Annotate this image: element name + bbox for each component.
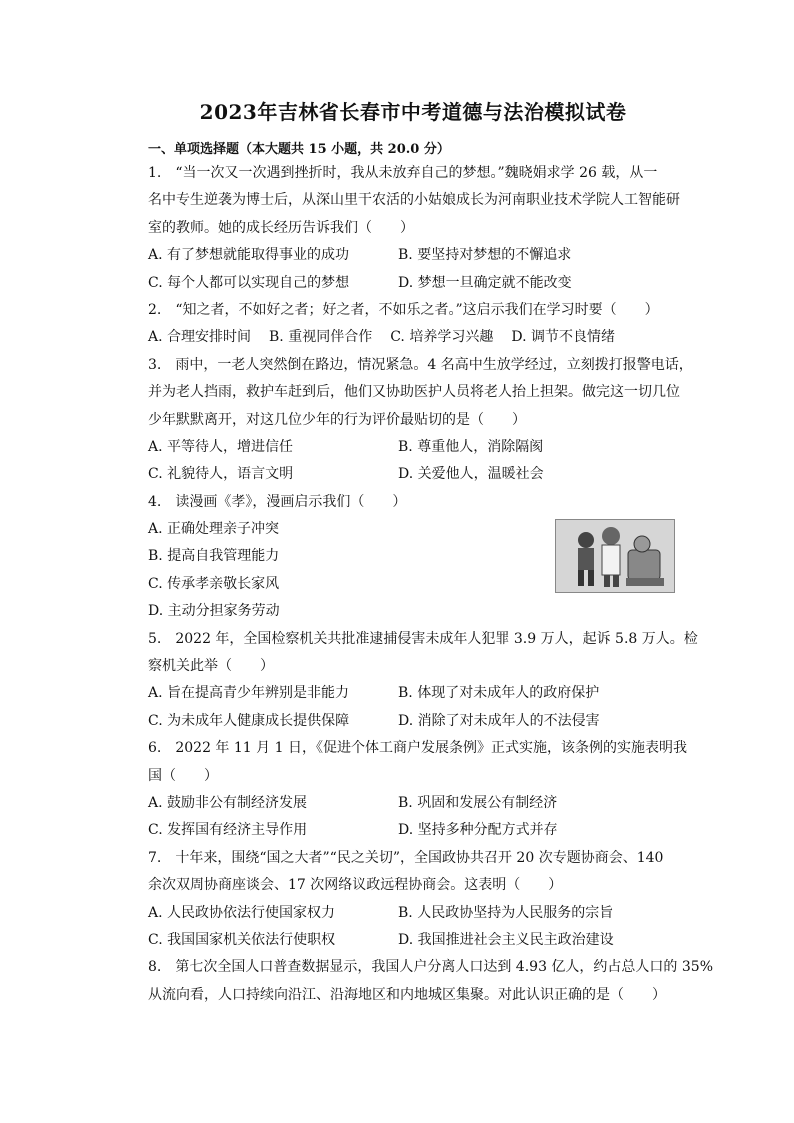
option-group bbox=[148, 242, 678, 297]
answer-option-D[interactable]: D. 调节不良情绪 bbox=[511, 329, 615, 346]
answer-option-A[interactable]: A. 鼓励非公有制经济发展 bbox=[148, 794, 308, 811]
answer-option-C[interactable]: C. 每个人都可以实现自己的梦想 bbox=[148, 274, 350, 291]
question-stem-line: 余次双周协商座谈会、17 次网络议政远程协商会。这表明（ ） bbox=[148, 877, 563, 894]
answer-option-D[interactable]: D. 消除了对未成年人的不法侵害 bbox=[398, 712, 600, 729]
answer-option-A[interactable]: A. 旨在提高青少年辨别是非能力 bbox=[148, 685, 350, 702]
answer-option-A[interactable]: A. 人民政协依法行使国家权力 bbox=[148, 904, 336, 921]
question-3 bbox=[148, 352, 693, 489]
answer-option-C[interactable]: C. 传承孝亲敬长家风 bbox=[148, 575, 280, 592]
answer-option-B[interactable]: B. 要坚持对梦想的不懈追求 bbox=[398, 247, 572, 264]
question-stem-line: 室的教师。她的成长经历告诉我们（ ） bbox=[148, 219, 414, 236]
question-2 bbox=[148, 297, 678, 352]
question-stem-line: 察机关此举（ ） bbox=[148, 658, 274, 675]
answer-option-A[interactable]: A. 正确处理亲子冲突 bbox=[148, 521, 280, 538]
answer-option-C[interactable]: C. 我国国家机关依法行使职权 bbox=[148, 931, 336, 948]
answer-option-B[interactable]: B. 巩固和发展公有制经济 bbox=[398, 794, 558, 811]
answer-option-C[interactable]: C. 培养学习兴趣 bbox=[390, 329, 494, 346]
question-stem-line: 6. 2022 年 11 月 1 日，《促进个体工商户发展条例》正式实施，该条例的实施表明我 bbox=[148, 740, 687, 757]
page-title: 2023年吉林省长春市中考道德与法治模拟试卷 bbox=[199, 100, 627, 124]
cartoon-image bbox=[555, 519, 675, 593]
question-stem-line: 国（ ） bbox=[148, 767, 218, 784]
answer-option-A[interactable]: A. 平等待人，增进信任 bbox=[148, 438, 294, 455]
option-group bbox=[148, 790, 678, 845]
question-stem-line: 名中专生逆袭为博士后，从深山里干农活的小姑娘成长为河南职业技术学院人工智能研 bbox=[148, 192, 680, 209]
answer-option-D[interactable]: D. 梦想一旦确定就不能改变 bbox=[398, 274, 572, 291]
question-5 bbox=[148, 626, 698, 736]
question-stem-line: 1. “当一次又一次遇到挫折时，我从未放弃自己的梦想。”魏晓娟求学 26 载，从一 bbox=[148, 165, 658, 181]
option-group bbox=[148, 680, 678, 735]
question-stem-line: 并为老人挡雨，救护车赶到后，他们又协助医护人员将老人抬上担架。做完这一切几位 bbox=[148, 384, 680, 401]
question-list bbox=[148, 160, 713, 1009]
question-stem-line: 从流向看，人口持续向沿江、沿海地区和内地城区集聚。对此认识正确的是（ ） bbox=[148, 986, 666, 1003]
question-stem-line: 8. 第七次全国人口普查数据显示，我国人户分离人口达到 4.93 亿人，约占总人口的 35% bbox=[148, 959, 713, 976]
option-group bbox=[148, 434, 678, 489]
section-heading: 一、单项选择题（本大题共 15 小题，共 20.0 分） bbox=[148, 142, 450, 157]
question-8 bbox=[148, 954, 713, 1009]
option-group bbox=[148, 324, 678, 351]
answer-option-B[interactable]: B. 尊重他人，消除隔阂 bbox=[398, 438, 544, 455]
question-4 bbox=[148, 489, 678, 626]
question-stem-line: 5. 2022 年，全国检察机关共批准逮捕侵害未成年人犯罪 3.9 万人，起诉 5.8 万人。检 bbox=[148, 630, 698, 647]
answer-option-C[interactable]: C. 发挥国有经济主导作用 bbox=[148, 822, 308, 839]
answer-option-D[interactable]: D. 我国推进社会主义民主政治建设 bbox=[398, 931, 614, 948]
question-stem-line: 4. 读漫画《孝》，漫画启示我们（ ） bbox=[148, 493, 407, 510]
answer-option-C[interactable]: C. 礼貌待人，语言文明 bbox=[148, 466, 294, 483]
question-1 bbox=[148, 160, 678, 297]
answer-option-B[interactable]: B. 提高自我管理能力 bbox=[148, 548, 280, 565]
answer-option-A[interactable]: A. 合理安排时间 bbox=[148, 329, 252, 346]
answer-option-B[interactable]: B. 体现了对未成年人的政府保护 bbox=[398, 685, 600, 702]
answer-option-B[interactable]: B. 人民政协坚持为人民服务的宗旨 bbox=[398, 904, 614, 921]
question-stem-line: 7. 十年来，围绕“国之大者”“民之关切”，全国政协共召开 20 次专题协商会、140 bbox=[148, 849, 664, 866]
answer-option-D[interactable]: D. 坚持多种分配方式并存 bbox=[398, 822, 558, 839]
question-stem-line: 2. “知之者，不如好之者；好之者，不如乐之者。”这启示我们在学习时要（ ） bbox=[148, 301, 659, 318]
answer-option-D[interactable]: D. 主动分担家务劳动 bbox=[148, 603, 280, 620]
answer-option-B[interactable]: B. 重视同伴合作 bbox=[269, 329, 373, 346]
question-6 bbox=[148, 735, 687, 845]
question-7 bbox=[148, 845, 678, 955]
option-group bbox=[148, 900, 678, 955]
answer-option-A[interactable]: A. 有了梦想就能取得事业的成功 bbox=[148, 247, 350, 264]
question-stem-line: 3. 雨中，一老人突然倒在路边，情况紧急。4 名高中生放学经过，立刻拨打报警电话， bbox=[148, 356, 693, 373]
answer-option-C[interactable]: C. 为未成年人健康成长提供保障 bbox=[148, 712, 350, 729]
question-stem-line: 少年默默离开，对这几位少年的行为评价最贴切的是（ ） bbox=[148, 411, 526, 428]
answer-option-D[interactable]: D. 关爱他人，温暖社会 bbox=[398, 466, 544, 483]
